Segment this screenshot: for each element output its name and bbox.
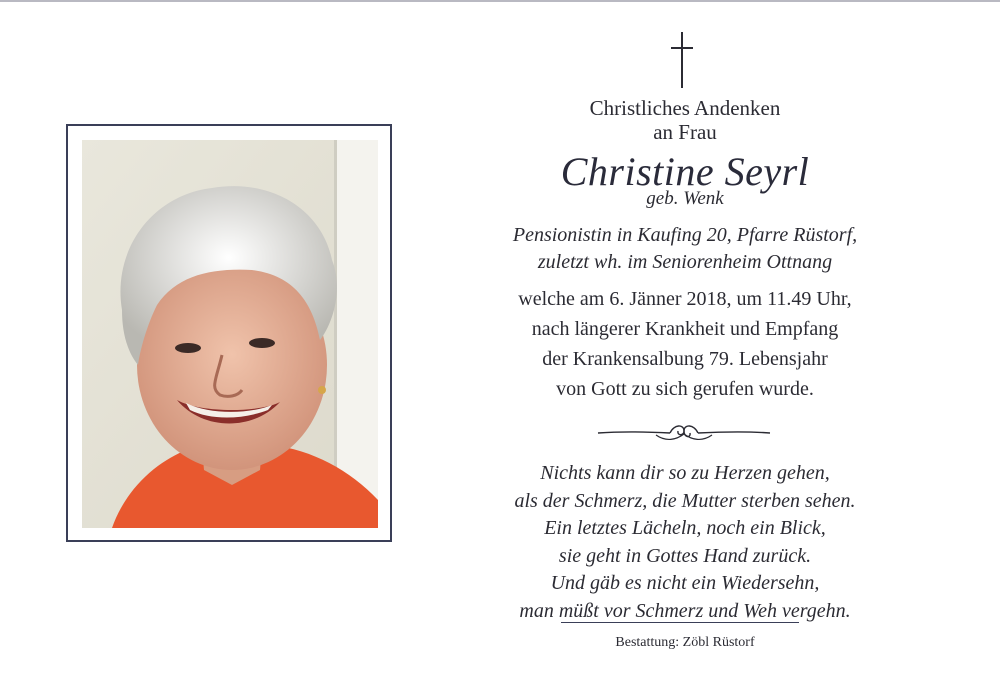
divider-line [561,622,799,623]
headline-line: an Frau [653,120,717,144]
poem-line: als der Schmerz, die Mutter sterben sehen. [514,489,856,512]
poem-line: man müßt vor Schmerz und Weh vergehn. [519,599,851,622]
poem-line: Nichts kann dir so zu Herzen gehen, [540,462,830,484]
funeral-home: Bestattung: Zöbl Rüstorf [615,635,755,650]
flourish-divider [596,420,772,444]
poem-line: Und gäb es nicht ein Wiedersehn, [550,572,820,594]
death-notice-line: der Krankensalbung 79. Lebensjahr [542,348,828,370]
top-border [0,0,1000,2]
occupation [440,222,930,276]
occupation-line: Pensionistin in Kaufing 20, Pfarre Rüstorf, [512,224,858,246]
deceased-name: Christine Seyrl [560,149,810,194]
occupation-line: zuletzt wh. im Seniorenheim Ottnang [537,251,833,273]
poem [440,460,930,625]
maiden-name: geb. Wenk [646,188,724,209]
portrait-frame [66,124,392,542]
death-notice-line: welche am 6. Jänner 2018, um 11.49 Uhr, [518,288,852,310]
headline-line: Christliches Andenken [589,96,781,120]
poem-line: Ein letztes Lächeln, noch ein Blick, [544,517,826,539]
death-notice-line: von Gott zu sich gerufen wurde. [556,378,814,400]
death-notice [440,284,930,404]
cross-icon [670,32,694,88]
portrait-photo [82,140,378,528]
death-notice-line: nach längerer Krankheit und Empfang [531,318,839,340]
poem-line: sie geht in Gottes Hand zurück. [558,544,812,567]
headline [440,96,930,144]
